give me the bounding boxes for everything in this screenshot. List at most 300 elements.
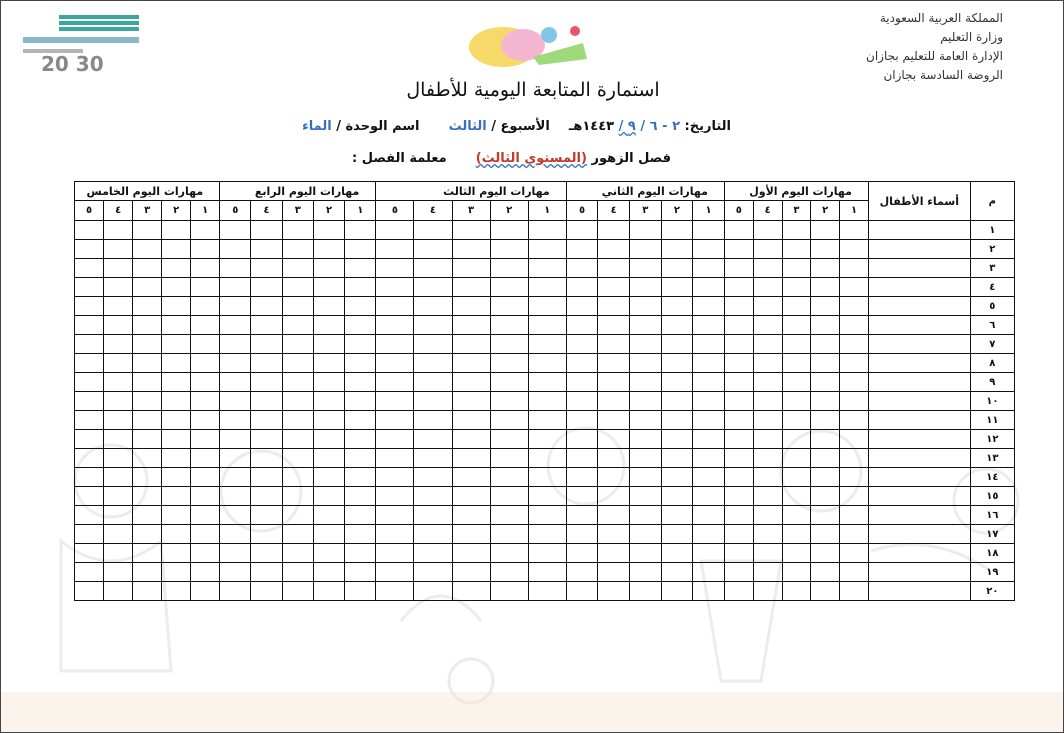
skill-mark-cell[interactable] — [490, 487, 528, 506]
skill-mark-cell[interactable] — [566, 373, 598, 392]
skill-mark-cell[interactable] — [162, 354, 191, 373]
skill-mark-cell[interactable] — [840, 563, 869, 582]
skill-mark-cell[interactable] — [220, 240, 251, 259]
skill-mark-cell[interactable] — [566, 449, 598, 468]
skill-mark-cell[interactable] — [661, 506, 693, 525]
skill-mark-cell[interactable] — [753, 468, 782, 487]
skill-mark-cell[interactable] — [104, 221, 133, 240]
skill-mark-cell[interactable] — [661, 278, 693, 297]
skill-mark-cell[interactable] — [490, 392, 528, 411]
skill-mark-cell[interactable] — [811, 297, 840, 316]
skill-mark-cell[interactable] — [104, 297, 133, 316]
skill-mark-cell[interactable] — [452, 278, 490, 297]
child-name-cell[interactable] — [868, 487, 970, 506]
skill-mark-cell[interactable] — [282, 354, 313, 373]
skill-mark-cell[interactable] — [811, 582, 840, 601]
skill-mark-cell[interactable] — [753, 506, 782, 525]
skill-mark-cell[interactable] — [220, 278, 251, 297]
child-name-cell[interactable] — [868, 525, 970, 544]
skill-mark-cell[interactable] — [528, 468, 566, 487]
skill-mark-cell[interactable] — [75, 335, 104, 354]
skill-mark-cell[interactable] — [414, 259, 452, 278]
skill-mark-cell[interactable] — [162, 316, 191, 335]
skill-mark-cell[interactable] — [75, 430, 104, 449]
skill-mark-cell[interactable] — [313, 221, 344, 240]
skill-mark-cell[interactable] — [345, 411, 376, 430]
skill-mark-cell[interactable] — [490, 240, 528, 259]
child-name-cell[interactable] — [868, 392, 970, 411]
skill-mark-cell[interactable] — [661, 221, 693, 240]
skill-mark-cell[interactable] — [782, 335, 811, 354]
skill-mark-cell[interactable] — [528, 240, 566, 259]
skill-mark-cell[interactable] — [661, 373, 693, 392]
skill-mark-cell[interactable] — [724, 449, 753, 468]
skill-mark-cell[interactable] — [528, 487, 566, 506]
skill-mark-cell[interactable] — [811, 563, 840, 582]
child-name-cell[interactable] — [868, 411, 970, 430]
skill-mark-cell[interactable] — [782, 468, 811, 487]
child-name-cell[interactable] — [868, 582, 970, 601]
skill-mark-cell[interactable] — [661, 259, 693, 278]
skill-mark-cell[interactable] — [782, 278, 811, 297]
skill-mark-cell[interactable] — [220, 487, 251, 506]
skill-mark-cell[interactable] — [313, 316, 344, 335]
skill-mark-cell[interactable] — [566, 563, 598, 582]
skill-mark-cell[interactable] — [490, 449, 528, 468]
skill-mark-cell[interactable] — [191, 411, 220, 430]
skill-mark-cell[interactable] — [782, 544, 811, 563]
skill-mark-cell[interactable] — [630, 278, 662, 297]
skill-mark-cell[interactable] — [811, 221, 840, 240]
skill-mark-cell[interactable] — [661, 544, 693, 563]
skill-mark-cell[interactable] — [75, 373, 104, 392]
skill-mark-cell[interactable] — [220, 582, 251, 601]
skill-mark-cell[interactable] — [630, 582, 662, 601]
skill-mark-cell[interactable] — [345, 392, 376, 411]
skill-mark-cell[interactable] — [693, 221, 725, 240]
skill-mark-cell[interactable] — [490, 525, 528, 544]
skill-mark-cell[interactable] — [724, 221, 753, 240]
skill-mark-cell[interactable] — [376, 297, 414, 316]
skill-mark-cell[interactable] — [282, 563, 313, 582]
skill-mark-cell[interactable] — [282, 582, 313, 601]
skill-mark-cell[interactable] — [313, 506, 344, 525]
skill-mark-cell[interactable] — [251, 221, 282, 240]
skill-mark-cell[interactable] — [840, 430, 869, 449]
skill-mark-cell[interactable] — [528, 354, 566, 373]
skill-mark-cell[interactable] — [133, 335, 162, 354]
skill-mark-cell[interactable] — [598, 544, 630, 563]
skill-mark-cell[interactable] — [782, 487, 811, 506]
skill-mark-cell[interactable] — [840, 240, 869, 259]
skill-mark-cell[interactable] — [376, 544, 414, 563]
skill-mark-cell[interactable] — [566, 582, 598, 601]
skill-mark-cell[interactable] — [490, 278, 528, 297]
skill-mark-cell[interactable] — [566, 240, 598, 259]
skill-mark-cell[interactable] — [313, 544, 344, 563]
skill-mark-cell[interactable] — [811, 506, 840, 525]
skill-mark-cell[interactable] — [104, 506, 133, 525]
skill-mark-cell[interactable] — [811, 354, 840, 373]
skill-mark-cell[interactable] — [598, 373, 630, 392]
skill-mark-cell[interactable] — [811, 544, 840, 563]
skill-mark-cell[interactable] — [345, 278, 376, 297]
skill-mark-cell[interactable] — [282, 240, 313, 259]
skill-mark-cell[interactable] — [313, 373, 344, 392]
skill-mark-cell[interactable] — [840, 297, 869, 316]
skill-mark-cell[interactable] — [414, 335, 452, 354]
skill-mark-cell[interactable] — [753, 335, 782, 354]
skill-mark-cell[interactable] — [162, 240, 191, 259]
skill-mark-cell[interactable] — [452, 506, 490, 525]
skill-mark-cell[interactable] — [282, 392, 313, 411]
skill-mark-cell[interactable] — [782, 411, 811, 430]
child-name-cell[interactable] — [868, 506, 970, 525]
skill-mark-cell[interactable] — [452, 316, 490, 335]
skill-mark-cell[interactable] — [753, 525, 782, 544]
skill-mark-cell[interactable] — [376, 354, 414, 373]
child-name-cell[interactable] — [868, 278, 970, 297]
skill-mark-cell[interactable] — [162, 278, 191, 297]
skill-mark-cell[interactable] — [630, 468, 662, 487]
skill-mark-cell[interactable] — [840, 582, 869, 601]
skill-mark-cell[interactable] — [840, 525, 869, 544]
skill-mark-cell[interactable] — [693, 468, 725, 487]
skill-mark-cell[interactable] — [661, 297, 693, 316]
skill-mark-cell[interactable] — [528, 430, 566, 449]
skill-mark-cell[interactable] — [566, 544, 598, 563]
skill-mark-cell[interactable] — [414, 563, 452, 582]
skill-mark-cell[interactable] — [566, 316, 598, 335]
skill-mark-cell[interactable] — [75, 278, 104, 297]
skill-mark-cell[interactable] — [724, 544, 753, 563]
skill-mark-cell[interactable] — [724, 297, 753, 316]
skill-mark-cell[interactable] — [75, 297, 104, 316]
skill-mark-cell[interactable] — [345, 316, 376, 335]
skill-mark-cell[interactable] — [598, 316, 630, 335]
skill-mark-cell[interactable] — [724, 259, 753, 278]
skill-mark-cell[interactable] — [598, 354, 630, 373]
skill-mark-cell[interactable] — [104, 392, 133, 411]
skill-mark-cell[interactable] — [490, 316, 528, 335]
skill-mark-cell[interactable] — [452, 354, 490, 373]
skill-mark-cell[interactable] — [566, 392, 598, 411]
skill-mark-cell[interactable] — [490, 373, 528, 392]
skill-mark-cell[interactable] — [376, 316, 414, 335]
skill-mark-cell[interactable] — [630, 525, 662, 544]
skill-mark-cell[interactable] — [724, 430, 753, 449]
child-name-cell[interactable] — [868, 240, 970, 259]
skill-mark-cell[interactable] — [782, 373, 811, 392]
skill-mark-cell[interactable] — [75, 316, 104, 335]
skill-mark-cell[interactable] — [598, 335, 630, 354]
skill-mark-cell[interactable] — [811, 430, 840, 449]
skill-mark-cell[interactable] — [528, 544, 566, 563]
skill-mark-cell[interactable] — [191, 468, 220, 487]
skill-mark-cell[interactable] — [693, 525, 725, 544]
skill-mark-cell[interactable] — [75, 240, 104, 259]
skill-mark-cell[interactable] — [598, 297, 630, 316]
skill-mark-cell[interactable] — [162, 221, 191, 240]
child-name-cell[interactable] — [868, 544, 970, 563]
child-name-cell[interactable] — [868, 316, 970, 335]
skill-mark-cell[interactable] — [598, 278, 630, 297]
skill-mark-cell[interactable] — [598, 240, 630, 259]
skill-mark-cell[interactable] — [133, 278, 162, 297]
skill-mark-cell[interactable] — [724, 563, 753, 582]
skill-mark-cell[interactable] — [753, 449, 782, 468]
skill-mark-cell[interactable] — [220, 468, 251, 487]
skill-mark-cell[interactable] — [220, 430, 251, 449]
skill-mark-cell[interactable] — [598, 449, 630, 468]
skill-mark-cell[interactable] — [630, 373, 662, 392]
skill-mark-cell[interactable] — [490, 506, 528, 525]
skill-mark-cell[interactable] — [376, 221, 414, 240]
skill-mark-cell[interactable] — [753, 430, 782, 449]
skill-mark-cell[interactable] — [566, 354, 598, 373]
skill-mark-cell[interactable] — [282, 525, 313, 544]
skill-mark-cell[interactable] — [75, 563, 104, 582]
skill-mark-cell[interactable] — [490, 411, 528, 430]
skill-mark-cell[interactable] — [191, 392, 220, 411]
skill-mark-cell[interactable] — [782, 525, 811, 544]
skill-mark-cell[interactable] — [661, 563, 693, 582]
skill-mark-cell[interactable] — [313, 430, 344, 449]
skill-mark-cell[interactable] — [133, 544, 162, 563]
skill-mark-cell[interactable] — [452, 487, 490, 506]
skill-mark-cell[interactable] — [414, 582, 452, 601]
skill-mark-cell[interactable] — [661, 430, 693, 449]
skill-mark-cell[interactable] — [693, 506, 725, 525]
skill-mark-cell[interactable] — [104, 316, 133, 335]
skill-mark-cell[interactable] — [133, 563, 162, 582]
skill-mark-cell[interactable] — [345, 335, 376, 354]
skill-mark-cell[interactable] — [162, 487, 191, 506]
skill-mark-cell[interactable] — [693, 544, 725, 563]
skill-mark-cell[interactable] — [528, 278, 566, 297]
skill-mark-cell[interactable] — [490, 563, 528, 582]
skill-mark-cell[interactable] — [282, 468, 313, 487]
skill-mark-cell[interactable] — [598, 259, 630, 278]
skill-mark-cell[interactable] — [133, 430, 162, 449]
skill-mark-cell[interactable] — [724, 335, 753, 354]
skill-mark-cell[interactable] — [490, 354, 528, 373]
skill-mark-cell[interactable] — [313, 259, 344, 278]
skill-mark-cell[interactable] — [753, 316, 782, 335]
skill-mark-cell[interactable] — [104, 563, 133, 582]
skill-mark-cell[interactable] — [693, 563, 725, 582]
skill-mark-cell[interactable] — [661, 468, 693, 487]
skill-mark-cell[interactable] — [251, 582, 282, 601]
skill-mark-cell[interactable] — [104, 240, 133, 259]
skill-mark-cell[interactable] — [75, 487, 104, 506]
skill-mark-cell[interactable] — [162, 411, 191, 430]
skill-mark-cell[interactable] — [376, 259, 414, 278]
skill-mark-cell[interactable] — [104, 430, 133, 449]
skill-mark-cell[interactable] — [282, 335, 313, 354]
skill-mark-cell[interactable] — [693, 316, 725, 335]
skill-mark-cell[interactable] — [104, 259, 133, 278]
skill-mark-cell[interactable] — [724, 373, 753, 392]
skill-mark-cell[interactable] — [251, 411, 282, 430]
skill-mark-cell[interactable] — [414, 506, 452, 525]
skill-mark-cell[interactable] — [528, 525, 566, 544]
skill-mark-cell[interactable] — [75, 525, 104, 544]
skill-mark-cell[interactable] — [345, 240, 376, 259]
skill-mark-cell[interactable] — [133, 297, 162, 316]
skill-mark-cell[interactable] — [693, 582, 725, 601]
skill-mark-cell[interactable] — [782, 354, 811, 373]
skill-mark-cell[interactable] — [693, 487, 725, 506]
skill-mark-cell[interactable] — [282, 430, 313, 449]
skill-mark-cell[interactable] — [811, 259, 840, 278]
skill-mark-cell[interactable] — [693, 335, 725, 354]
skill-mark-cell[interactable] — [345, 354, 376, 373]
skill-mark-cell[interactable] — [251, 373, 282, 392]
skill-mark-cell[interactable] — [840, 373, 869, 392]
skill-mark-cell[interactable] — [724, 354, 753, 373]
skill-mark-cell[interactable] — [104, 449, 133, 468]
skill-mark-cell[interactable] — [191, 354, 220, 373]
skill-mark-cell[interactable] — [528, 373, 566, 392]
skill-mark-cell[interactable] — [220, 506, 251, 525]
skill-mark-cell[interactable] — [313, 335, 344, 354]
skill-mark-cell[interactable] — [811, 468, 840, 487]
skill-mark-cell[interactable] — [251, 316, 282, 335]
skill-mark-cell[interactable] — [313, 563, 344, 582]
skill-mark-cell[interactable] — [251, 259, 282, 278]
skill-mark-cell[interactable] — [490, 259, 528, 278]
skill-mark-cell[interactable] — [490, 297, 528, 316]
skill-mark-cell[interactable] — [191, 487, 220, 506]
skill-mark-cell[interactable] — [630, 221, 662, 240]
skill-mark-cell[interactable] — [251, 278, 282, 297]
skill-mark-cell[interactable] — [133, 392, 162, 411]
skill-mark-cell[interactable] — [598, 563, 630, 582]
skill-mark-cell[interactable] — [811, 449, 840, 468]
skill-mark-cell[interactable] — [693, 259, 725, 278]
skill-mark-cell[interactable] — [75, 221, 104, 240]
skill-mark-cell[interactable] — [566, 468, 598, 487]
skill-mark-cell[interactable] — [162, 297, 191, 316]
skill-mark-cell[interactable] — [104, 354, 133, 373]
skill-mark-cell[interactable] — [220, 259, 251, 278]
skill-mark-cell[interactable] — [282, 373, 313, 392]
skill-mark-cell[interactable] — [414, 392, 452, 411]
skill-mark-cell[interactable] — [566, 297, 598, 316]
child-name-cell[interactable] — [868, 221, 970, 240]
skill-mark-cell[interactable] — [133, 221, 162, 240]
skill-mark-cell[interactable] — [782, 221, 811, 240]
skill-mark-cell[interactable] — [414, 449, 452, 468]
skill-mark-cell[interactable] — [191, 316, 220, 335]
skill-mark-cell[interactable] — [452, 373, 490, 392]
skill-mark-cell[interactable] — [162, 582, 191, 601]
skill-mark-cell[interactable] — [376, 240, 414, 259]
skill-mark-cell[interactable] — [661, 525, 693, 544]
skill-mark-cell[interactable] — [220, 392, 251, 411]
skill-mark-cell[interactable] — [345, 373, 376, 392]
skill-mark-cell[interactable] — [528, 259, 566, 278]
skill-mark-cell[interactable] — [693, 278, 725, 297]
skill-mark-cell[interactable] — [661, 411, 693, 430]
skill-mark-cell[interactable] — [566, 430, 598, 449]
skill-mark-cell[interactable] — [452, 259, 490, 278]
skill-mark-cell[interactable] — [528, 335, 566, 354]
skill-mark-cell[interactable] — [313, 525, 344, 544]
skill-mark-cell[interactable] — [75, 354, 104, 373]
skill-mark-cell[interactable] — [724, 468, 753, 487]
skill-mark-cell[interactable] — [630, 316, 662, 335]
skill-mark-cell[interactable] — [133, 373, 162, 392]
skill-mark-cell[interactable] — [282, 259, 313, 278]
skill-mark-cell[interactable] — [452, 221, 490, 240]
skill-mark-cell[interactable] — [630, 392, 662, 411]
skill-mark-cell[interactable] — [376, 335, 414, 354]
skill-mark-cell[interactable] — [840, 221, 869, 240]
skill-mark-cell[interactable] — [840, 468, 869, 487]
skill-mark-cell[interactable] — [598, 506, 630, 525]
skill-mark-cell[interactable] — [251, 430, 282, 449]
skill-mark-cell[interactable] — [345, 506, 376, 525]
skill-mark-cell[interactable] — [191, 335, 220, 354]
skill-mark-cell[interactable] — [191, 259, 220, 278]
skill-mark-cell[interactable] — [528, 392, 566, 411]
skill-mark-cell[interactable] — [840, 335, 869, 354]
skill-mark-cell[interactable] — [630, 430, 662, 449]
skill-mark-cell[interactable] — [661, 316, 693, 335]
skill-mark-cell[interactable] — [753, 297, 782, 316]
skill-mark-cell[interactable] — [630, 240, 662, 259]
skill-mark-cell[interactable] — [376, 487, 414, 506]
skill-mark-cell[interactable] — [452, 240, 490, 259]
skill-mark-cell[interactable] — [528, 221, 566, 240]
skill-mark-cell[interactable] — [162, 373, 191, 392]
skill-mark-cell[interactable] — [345, 563, 376, 582]
skill-mark-cell[interactable] — [104, 335, 133, 354]
skill-mark-cell[interactable] — [162, 506, 191, 525]
skill-mark-cell[interactable] — [811, 278, 840, 297]
skill-mark-cell[interactable] — [414, 430, 452, 449]
skill-mark-cell[interactable] — [220, 563, 251, 582]
skill-mark-cell[interactable] — [811, 335, 840, 354]
skill-mark-cell[interactable] — [598, 430, 630, 449]
child-name-cell[interactable] — [868, 449, 970, 468]
skill-mark-cell[interactable] — [693, 392, 725, 411]
skill-mark-cell[interactable] — [376, 563, 414, 582]
skill-mark-cell[interactable] — [528, 506, 566, 525]
skill-mark-cell[interactable] — [313, 582, 344, 601]
skill-mark-cell[interactable] — [251, 335, 282, 354]
skill-mark-cell[interactable] — [345, 259, 376, 278]
skill-mark-cell[interactable] — [490, 430, 528, 449]
skill-mark-cell[interactable] — [251, 506, 282, 525]
child-name-cell[interactable] — [868, 259, 970, 278]
skill-mark-cell[interactable] — [630, 297, 662, 316]
skill-mark-cell[interactable] — [630, 544, 662, 563]
skill-mark-cell[interactable] — [840, 487, 869, 506]
skill-mark-cell[interactable] — [753, 392, 782, 411]
child-name-cell[interactable] — [868, 563, 970, 582]
skill-mark-cell[interactable] — [191, 563, 220, 582]
skill-mark-cell[interactable] — [251, 392, 282, 411]
skill-mark-cell[interactable] — [376, 468, 414, 487]
skill-mark-cell[interactable] — [528, 316, 566, 335]
skill-mark-cell[interactable] — [282, 506, 313, 525]
skill-mark-cell[interactable] — [566, 221, 598, 240]
skill-mark-cell[interactable] — [313, 278, 344, 297]
skill-mark-cell[interactable] — [528, 411, 566, 430]
